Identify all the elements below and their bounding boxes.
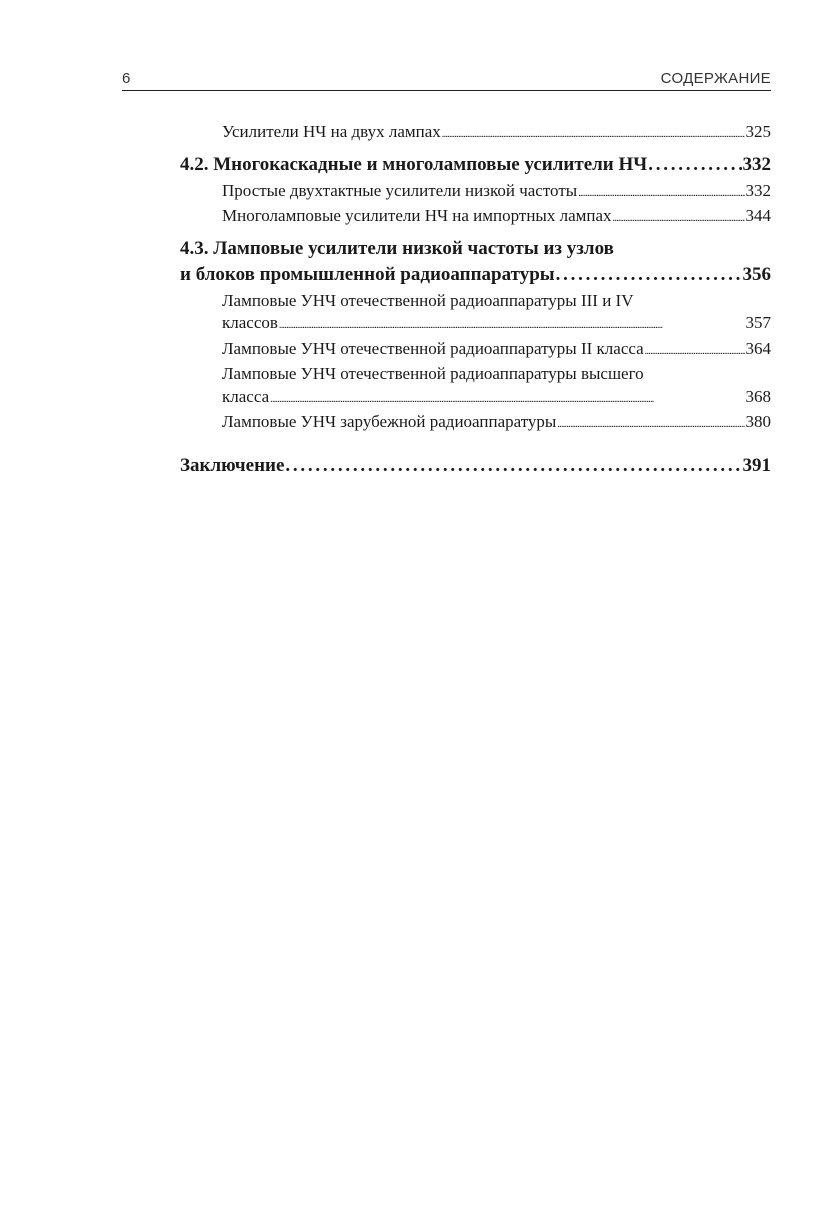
toc-entry-title: Ламповые УНЧ зарубежной радиоаппаратуры [222, 412, 557, 431]
toc-entry-page: 332 [745, 180, 771, 200]
toc-section-title: 4.2. Многокаскадные и многоламповые усилители НЧ [180, 153, 648, 175]
dot-leader [285, 453, 741, 479]
running-section-title: СОДЕРЖАНИЕ [660, 70, 771, 87]
toc-section-title: Заключение [180, 454, 285, 476]
dot-leader [279, 312, 745, 338]
toc-section-title-line-1: 4.3. Ламповые усилители низкой частоты из узлов [180, 237, 614, 259]
toc-section-page: 332 [742, 153, 771, 175]
dot-leader [613, 205, 745, 231]
toc-entry-imported-tube-amplifiers[interactable] [222, 205, 771, 231]
toc-entry-title-line-1: Ламповые УНЧ отечественной радиоаппаратуры высшего [222, 364, 644, 383]
dot-leader [648, 152, 741, 178]
page-number: 6 [122, 70, 131, 87]
toc-entry-page: 364 [745, 338, 771, 358]
toc-section-4-2[interactable] [180, 152, 771, 178]
toc-entry-title-line-1: Ламповые УНЧ отечественной радиоаппаратуры III и IV [222, 290, 634, 310]
toc-section-title-line-2: и блоков промышленной радиоаппаратуры [180, 263, 555, 285]
toc-entry-page: 325 [745, 122, 771, 141]
dot-leader [578, 180, 744, 206]
toc-entry-title: Усилители НЧ на двух лампах [222, 122, 441, 141]
toc-entry-domestic-class-3-4[interactable] [222, 290, 771, 338]
toc-section-4-3[interactable] [180, 236, 771, 288]
toc-entry-title: Простые двухтактные усилители низкой частоты [222, 180, 578, 200]
toc-entry-page: 380 [745, 412, 771, 431]
toc-entry-push-pull-amplifiers[interactable] [222, 180, 771, 206]
dot-leader [557, 411, 744, 437]
toc-entry-foreign-amplifiers[interactable] [222, 411, 771, 437]
toc-entry-page: 357 [745, 313, 771, 332]
toc-entry-title: Многоламповые усилители НЧ на импортных лампах [222, 206, 612, 225]
toc-entry-page: 368 [745, 386, 771, 406]
dot-leader [442, 121, 745, 147]
dot-leader [645, 338, 745, 364]
toc-conclusion[interactable] [180, 453, 771, 479]
toc-entry-page: 344 [745, 206, 771, 225]
dot-leader [556, 262, 742, 288]
toc-entry-domestic-highest-class[interactable] [222, 363, 771, 411]
toc-entry-title: Ламповые УНЧ отечественной радиоаппаратуры II класса [222, 338, 644, 358]
table-of-contents [180, 121, 771, 479]
toc-section-page: 356 [742, 263, 771, 285]
toc-entry-title-line-2: класса [222, 386, 270, 406]
toc-entry-domestic-class-2[interactable] [222, 338, 771, 364]
toc-entry-title-line-2: классов [222, 313, 278, 332]
running-header [122, 66, 771, 91]
dot-leader [270, 386, 744, 412]
toc-entry-two-tube-amplifiers[interactable] [222, 121, 771, 147]
toc-section-page: 391 [742, 454, 771, 476]
